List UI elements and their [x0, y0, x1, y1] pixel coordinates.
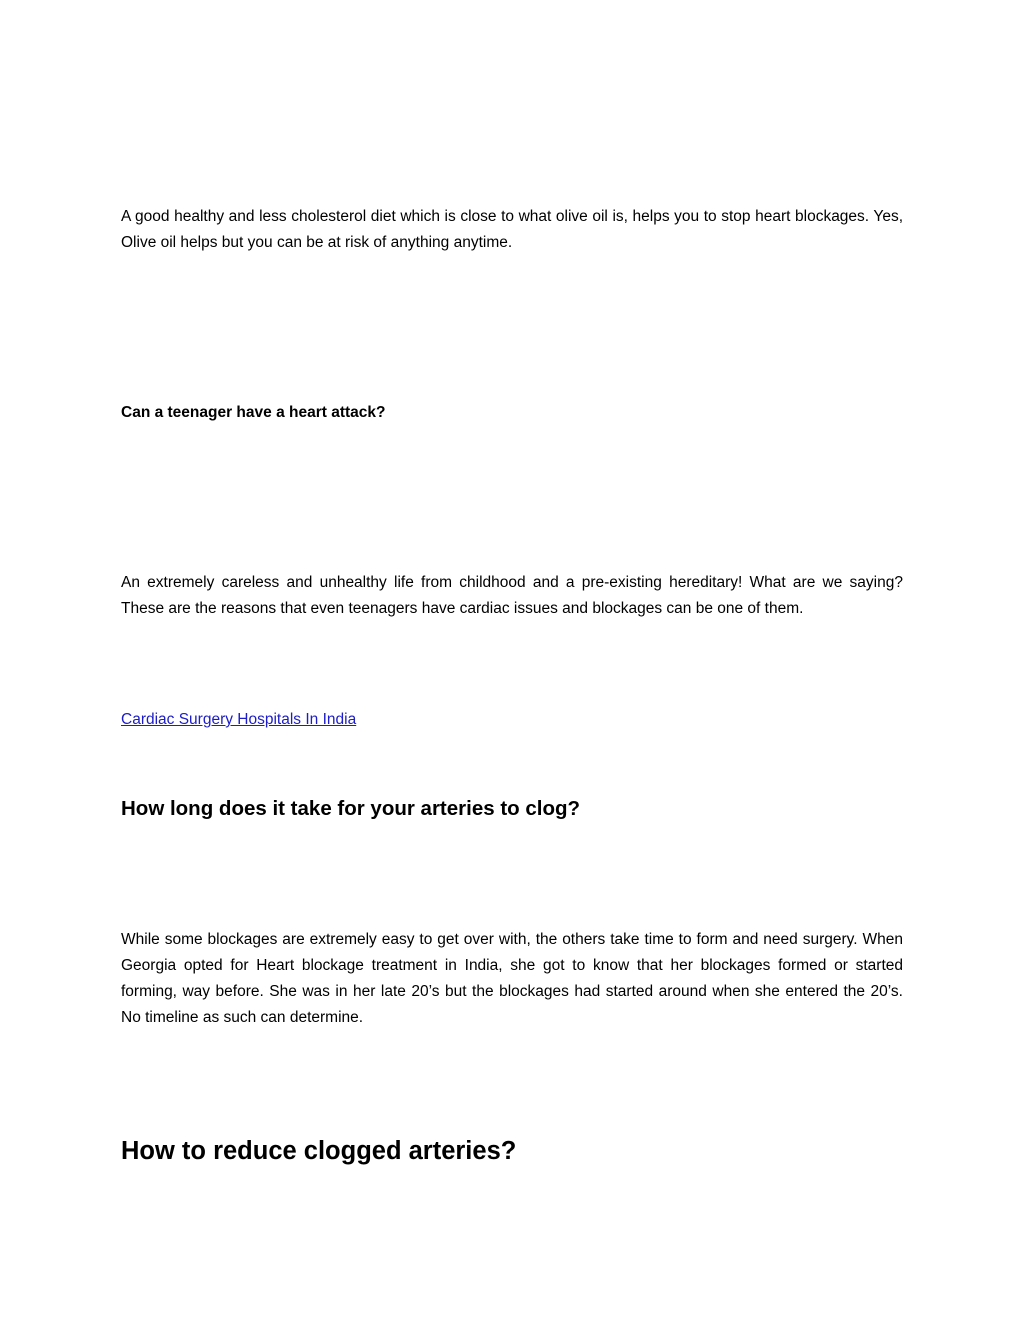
paragraph-olive-oil: A good healthy and less cholesterol diet which is close to what olive oil is, helps you to stop heart blockages. Yes, Olive oil helps but you can be at risk of anything anytime. — [121, 208, 903, 251]
cardiac-surgery-hospitals-link[interactable]: Cardiac Surgery Hospitals In India — [121, 711, 357, 728]
link-container — [121, 708, 903, 732]
paragraph-teenagers-cardiac: An extremely careless and unhealthy life from childhood and a pre-existing hereditary! What are we saying? These are the reasons that even teenagers have cardiac issues and blockages can be one of them. — [121, 574, 903, 617]
heading-reduce-clogged-arteries: How to reduce clogged arteries? — [121, 1137, 517, 1165]
heading-arteries-clog: How long does it take for your arteries to clog? — [121, 797, 581, 820]
paragraph-georgia-blockages: While some blockages are extremely easy to get over with, the others take time to form and need surgery. When Georgia opted for Heart blockage treatment in India, she got to know that her blockages formed or started forming, way before. She was in her late 20’s but the blockages had started around when she entered the 20’s. No timeline as such can determine. — [121, 931, 903, 1026]
heading-teenager-heart-attack: Can a teenager have a heart attack? — [121, 404, 386, 421]
